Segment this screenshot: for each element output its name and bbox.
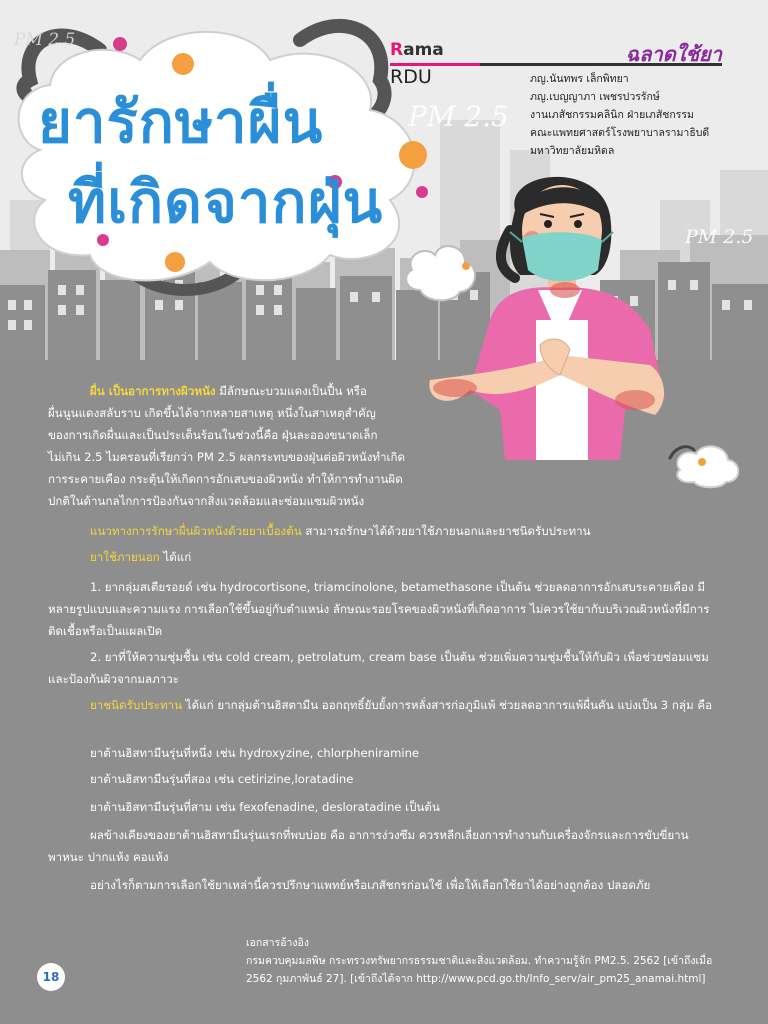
side-effects-paragraph: ผลข้างเคียงของยาต้านฮิสทามีนรุ่นแรกที่พบบ่อย คือ อาการง่วงซึม ควรหลีกเลี่ยงการทำงานกับเครื่องจักรและการขับขี่ยานพาหนะ ปากแห้ง คอแห้ง (48, 828, 689, 864)
author-line: มหาวิทยาลัยมหิดล (530, 145, 615, 157)
antihistamine-gen1: ยาต้านฮิสทามีนรุ่นที่หนึ่ง เช่น hydroxyzine, chlorpheniramine (90, 746, 420, 760)
column-name: ฉลาดใช้ยา (625, 42, 722, 66)
page-number: 18 (37, 963, 65, 991)
external-item-2: 2. ยาที่ให้ความชุ่มชื้น เช่น cold cream, petrolatum, cream base เป็นต้น ช่วยเพิ่มความชุ่มชื้นให้กับผิว เพื่อช่วยซ่อมแซมและป้องกันผิวจากมลภาวะ (48, 650, 709, 686)
advice-paragraph: อย่างไรก็ตามการเลือกใช้ยาเหล่านี้ควรปรึกษาแพทย์หรือเภสัชกรก่อนใช้ เพื่อให้เลือกใช้ยาได้อย่างถูกต้อง ปลอดภัย (90, 878, 651, 892)
article-title (38, 82, 383, 242)
dust-cloud-illustration (668, 440, 748, 490)
intro-lead: ผื่น เป็นอาการทางผิวหนัง (90, 384, 216, 398)
intro-line: มีลักษณะบวมแดงเป็นปื้น หรือ (215, 384, 367, 398)
treatment-heading: แนวทางการรักษาผื่นผิวหนังด้วยยาเบื้องต้น (90, 524, 302, 538)
oral-paragraph (48, 694, 724, 716)
intro-line: ผื่นนูนแดงสลับราบ เกิดขึ้นได้จากหลายสาเหตุ หนึ่งในสาเหตุสำคัญ (48, 406, 376, 420)
treatment-heading-paragraph (48, 520, 724, 542)
references-heading: เอกสารอ้างอิง (246, 937, 309, 949)
title-line: ยารักษาผื่น (38, 88, 324, 156)
author-line: ภญ.นันทพร เล็กพิทยา (530, 73, 629, 85)
antihistamine-gen3: ยาต้านฮิสทามีนรุ่นที่สาม เช่น fexofenadine, desloratadine เป็นต้น (90, 800, 440, 814)
intro-line: ของการเกิดผื่นและเป็นประเด็นร้อนในช่วงนี้คือ ฝุ่นละอองขนาดเล็ก (48, 428, 378, 442)
reference-line: 2562 กุมภาพันธ์ 27]. [เข้าถึงได้จาก http://www.pcd.go.th/Info_serv/air_pm25_anamai.html] (246, 973, 706, 985)
oral-rest: ได้แก่ ยากลุ่มต้านฮิสตามีน ออกฤทธิ์ยับยั้งการหลั่งสารก่อภูมิแพ้ ช่วยลดอาการแพ้ผื่นคัน แบ่งเป็น 3 กลุ่ม คือ (182, 698, 713, 712)
author-line: งานเภสัชกรรมคลินิก ฝ่ายเภสัชกรรม (530, 109, 694, 121)
pm25-label: PM 2.5 (408, 100, 509, 133)
external-heading-paragraph (48, 546, 724, 568)
author-list (530, 70, 709, 160)
author-line: คณะแพทยศาสตร์โรงพยาบาลรามาธิบดี (530, 127, 710, 139)
brand-name (390, 40, 444, 60)
oral-heading: ยาชนิดรับประทาน (90, 698, 183, 712)
author-line: ภญ.เบญญาภา เพชรปวรรักษ์ (530, 91, 660, 103)
brand-first-letter: R (390, 40, 404, 60)
woman-with-mask-illustration (410, 160, 690, 500)
antihistamine-gen2: ยาต้านฮิสทามีนรุ่นที่สอง เช่น cetirizine,loratadine (90, 772, 354, 786)
pm25-label: PM 2.5 (685, 226, 754, 248)
treatment-heading-rest: สามารถรักษาได้ด้วยยาใช้ภายนอกและยาชนิดรับประทาน (301, 524, 591, 538)
intro-line: ปกติในด้านกลไกการป้องกันจากสิ่งแวดล้อมและซ่อมแซมผิวหนัง (48, 494, 365, 508)
title-line: ที่เกิดจากฝุ่น (68, 168, 384, 236)
reference-line: กรมควบคุมมลพิษ กระทรวงทรัพยากรธรรมชาติและสิ่งแวดล้อม. ทำความรู้จัก PM2.5. 2562 [เข้าถึงเมื่อ (246, 955, 713, 967)
intro-line: ไม่เกิน 2.5 ไมครอนที่เรียกว่า PM 2.5 ผลกระทบของฝุ่นต่อผิวหนังทำเกิด (48, 450, 406, 464)
external-item-1: 1. ยากลุ่มสเตียรอยด์ เช่น hydrocortisone, triamcinolone, betamethasone เป็นต้น ช่วยลดอาการอักเสบระคายเคือง มีหลายรูปแบบและความแรง การเลือกใช้ขึ้นอยู่กับตำแหน่ง ลักษณะรอยโรคของผิวหนังที่เกิดอาการ ไม่ควรใช้ยากับบริเวณผิวหนังที่มีการติดเชื้อหรือเป็นแผลเปิด (48, 580, 710, 638)
external-heading: ยาใช้ภายนอก (90, 550, 160, 564)
brand-rest: ama (403, 40, 444, 60)
intro-line: การระคายเคือง กระตุ้นให้เกิดการอักเสบของผิวหนัง ทำให้การทำงานผิด (48, 472, 403, 486)
intro-paragraph (48, 380, 420, 512)
references (246, 934, 726, 988)
external-heading-rest: ได้แก่ (159, 550, 192, 564)
brand-sub: RDU (390, 66, 432, 88)
pm25-label: PM 2.5 (14, 30, 76, 50)
